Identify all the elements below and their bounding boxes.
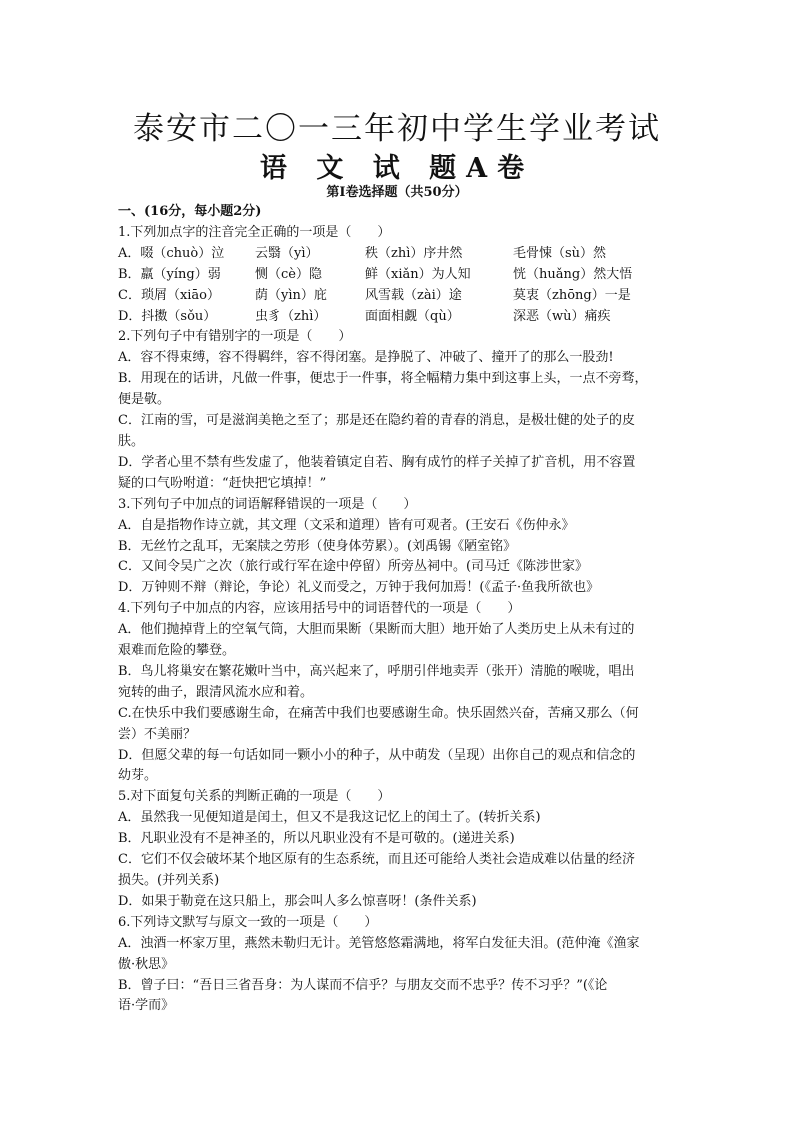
option-cell: 云翳（yì） [255, 245, 319, 261]
question-4-option-c-cont: 尝）不美丽？ [118, 726, 197, 742]
section-heading: 第Ⅰ卷选择题（共50分） [326, 185, 468, 200]
question-3-option-b: B．无丝竹之乱耳，无案牍之劳形（使身体劳累）。(刘禹锡《陋室铭》 [118, 538, 517, 554]
question-1-option-b [118, 265, 678, 286]
question-2-option-c-cont: 肤。 [118, 433, 145, 449]
question-5-stem: 5.对下面复句关系的判断正确的一项是（ ） [118, 789, 391, 805]
option-cell: 恻（cè）隐 [255, 266, 322, 282]
option-cell: B．羸（yíng）弱 [118, 266, 221, 282]
question-1-option-c [118, 286, 678, 307]
question-4-stem: 4.下列句子中加点的内容，应该用括号中的词语替代的一项是（ ） [118, 601, 521, 617]
question-2-option-d-cont: 疑的口气吩咐道：“赶快把它填掉！” [118, 475, 327, 491]
question-content [118, 202, 678, 1017]
option-cell: 恍（huǎng）然大悟 [513, 266, 633, 282]
question-6-option-b: B．曾子曰：“吾日三省吾身：为人谋而不信乎？与朋友交而不忠乎？传不习乎？”(《论 [118, 977, 608, 993]
question-2-stem: 2.下列句子中有错别字的一项是（ ） [118, 329, 352, 345]
question-4-option-a: A．他们抛掉背上的空氧气筒，大胆而果断（果断而大胆）地开始了人类历史上从未有过的 [118, 622, 635, 638]
question-3-option-a: A．自是指物作诗立就，其文理（文采和道理）皆有可观者。(王安石《伤仲永》 [118, 517, 575, 533]
question-5-option-d: D．如果于勒竟在这只船上，那会叫人多么惊喜呀！(条件关系) [118, 893, 477, 909]
question-5-option-c: C．它们不仅会破坏某个地区原有的生态系统，而且还可能给人类社会造成难以估量的经济 [118, 852, 635, 868]
option-cell: 虫豸（zhì） [255, 308, 327, 324]
question-6-option-a-cont: 傲·秋思》 [118, 956, 175, 972]
part-heading: 一、(16分，每小题2分) [118, 204, 262, 219]
question-3-option-c: C．又间令吴广之次（旅行或行军在途中停留）所旁丛祠中。(司马迁《陈涉世家》 [118, 559, 589, 575]
question-6-option-b-cont: 语·学而》 [118, 998, 175, 1014]
option-cell: A．啜（chuò）泣 [118, 245, 225, 261]
question-3-option-d: D．万钟则不辩（辩论，争论）礼义而受之，万钟于我何加焉！(《孟子·鱼我所欲也》 [118, 580, 600, 596]
question-4-option-a-cont: 艰难而危险的攀登。 [118, 643, 236, 659]
question-5-option-b: B．凡职业没有不是神圣的，所以凡职业没有不是可敬的。(递进关系) [118, 831, 515, 847]
question-2-option-c: C．江南的雪，可是滋润美艳之至了；那是还在隐约着的青春的消息，是极壮健的处子的皮 [118, 413, 635, 429]
option-cell: 鲜（xiǎn）为人知 [365, 266, 471, 282]
question-1-stem: 1.下列加点字的注音完全正确的一项是（ ） [118, 224, 391, 240]
question-5-option-c-cont: 损失。(并列关系) [118, 873, 220, 888]
question-5-option-a: A．虽然我一见便知道是闰土，但又不是我这记忆上的闰土了。(转折关系) [118, 810, 541, 826]
option-cell: 秩（zhì）序井然 [365, 245, 463, 261]
option-cell: D．抖擞（sǒu） [118, 308, 217, 324]
option-cell: 莫衷（zhōng）一是 [513, 287, 631, 303]
question-6-stem: 6.下列诗文默写与原文一致的一项是（ ） [118, 914, 378, 930]
option-cell: 荫（yìn）庇 [255, 287, 327, 303]
question-2-option-d: D．学者心里不禁有些发虚了，他装着镇定自若、胸有成竹的样子关掉了扩音机，用不容置 [118, 454, 636, 470]
question-6-option-a: A．浊酒一杯家万里，燕然未勒归无计。羌管悠悠霜满地，将军白发征夫泪。(范仲淹《渔家 [118, 935, 640, 951]
option-cell: 面面相觑（qù） [365, 308, 460, 324]
question-4-option-b: B．鸟儿将巢安在繁花嫩叶当中，高兴起来了，呼朋引伴地卖弄（张开）清脆的喉咙，唱出 [118, 663, 635, 679]
exam-title: 泰安市二〇一三年初中学生学业考试 [133, 111, 661, 147]
question-1-option-a [118, 244, 678, 265]
question-4-option-c: C.在快乐中我们要感谢生命，在痛苦中我们也要感谢生命。快乐固然兴奋，苦痛又那么（何 [118, 705, 639, 721]
option-cell: 风雪载（zài）途 [365, 287, 462, 303]
option-cell: C．琐屑（xiāo） [118, 287, 221, 303]
question-2-option-a: A．容不得束缚，容不得羁绊，容不得闭塞。是挣脱了、冲破了、撞开了的那么一股劲! [118, 350, 614, 366]
option-cell: 深恶（wù）痛疾 [513, 308, 611, 324]
question-4-option-b-cont: 宛转的曲子，跟清风流水应和着。 [118, 684, 314, 700]
question-4-option-d: D．但愿父辈的每一句话如同一颗小小的种子，从中萌发（呈现）出你自己的观点和信念的 [118, 747, 636, 763]
option-cell: 毛骨悚（sù）然 [513, 245, 607, 261]
question-1-option-d [118, 307, 678, 328]
exam-subtitle: 语 文 试 题A卷 [259, 153, 535, 184]
question-2-option-b: B．用现在的话讲，凡做一件事，便忠于一件事，将全幅精力集中到这事上头，一点不旁骛， [118, 371, 648, 387]
question-2-option-b-cont: 便是敬。 [118, 392, 171, 408]
question-3-stem: 3.下列句子中加点的词语解释错误的一项是（ ） [118, 496, 417, 512]
question-4-option-d-cont: 幼芽。 [118, 768, 158, 784]
